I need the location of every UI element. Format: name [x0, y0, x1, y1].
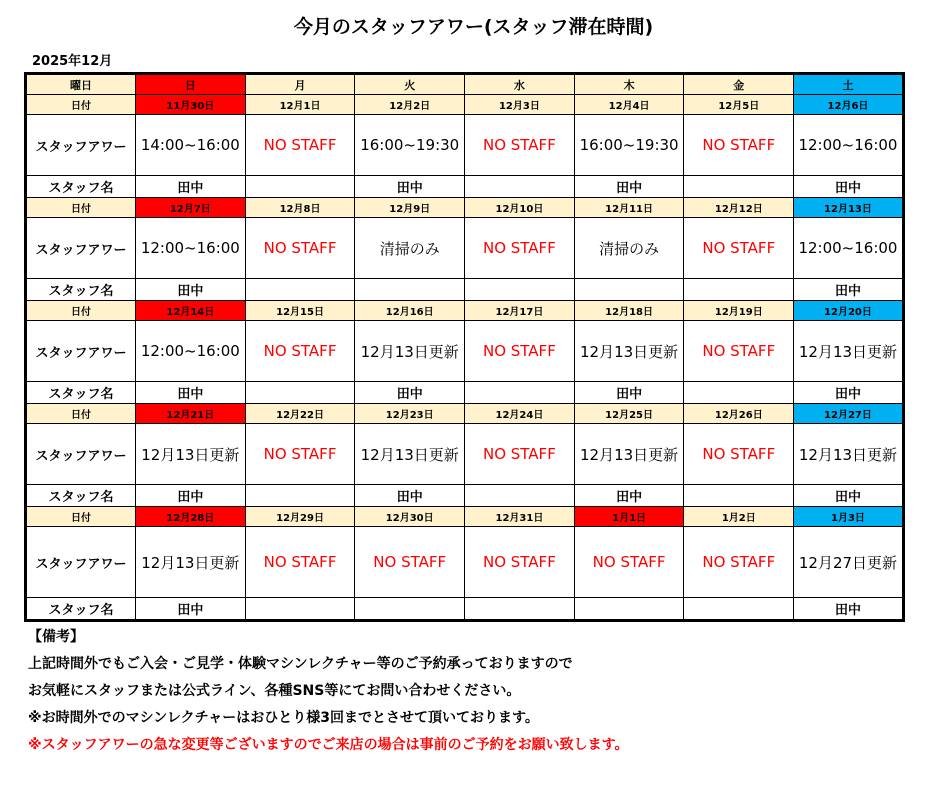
staff-cell-wed: [465, 176, 575, 198]
staff-cell-sat: 田中: [794, 382, 904, 404]
date-cell-sun: 12月14日: [136, 301, 246, 321]
date-cell-sat: 12月13日: [794, 198, 904, 218]
date-cell-wed: 12月24日: [465, 404, 575, 424]
staff-cell-thu: [574, 598, 684, 621]
hours-row-label: スタッフアワー: [26, 218, 136, 279]
date-row-label: 日付: [26, 507, 136, 527]
notes-line-1: 上記時間外でもご入会・ご見学・体験マシンレクチャー等のご予約承っておりますので: [28, 656, 573, 672]
staff-row: [26, 382, 904, 404]
weekday-header-row: [26, 74, 904, 95]
hours-cell-sat: 12:00~16:00: [794, 115, 904, 176]
date-cell-fri: 12月19日: [684, 301, 794, 321]
hours-cell-thu: 12月13日更新: [574, 424, 684, 485]
weekday-sun: 日: [136, 74, 246, 95]
hours-cell-wed: NO STAFF: [465, 424, 575, 485]
hours-cell-sun: 12月13日更新: [136, 424, 246, 485]
staff-hours-table: [24, 72, 905, 622]
hours-cell-tue: 12月13日更新: [355, 321, 465, 382]
hours-cell-fri: NO STAFF: [684, 424, 794, 485]
staff-cell-sun: 田中: [136, 382, 246, 404]
staff-cell-sun: 田中: [136, 279, 246, 301]
date-cell-tue: 12月16日: [355, 301, 465, 321]
date-row-label: 日付: [26, 95, 136, 115]
staff-cell-wed: [465, 485, 575, 507]
hours-cell-wed: NO STAFF: [465, 218, 575, 279]
staff-cell-wed: [465, 598, 575, 621]
hours-row: [26, 115, 904, 176]
staff-cell-fri: [684, 382, 794, 404]
hours-row: [26, 424, 904, 485]
date-cell-mon: 12月1日: [245, 95, 355, 115]
date-cell-mon: 12月8日: [245, 198, 355, 218]
date-cell-sun: 12月7日: [136, 198, 246, 218]
date-cell-fri: 1月2日: [684, 507, 794, 527]
date-row-label: 日付: [26, 198, 136, 218]
notes-section: [28, 624, 629, 759]
hours-cell-mon: NO STAFF: [245, 218, 355, 279]
staff-cell-tue: [355, 598, 465, 621]
date-cell-thu: 1月1日: [574, 507, 684, 527]
date-cell-thu: 12月11日: [574, 198, 684, 218]
staff-row-label: スタッフ名: [26, 279, 136, 301]
date-cell-tue: 12月2日: [355, 95, 465, 115]
hours-cell-sat: 12月13日更新: [794, 424, 904, 485]
page-title: 今月のスタッフアワー(スタッフ滞在時間): [293, 16, 654, 38]
date-row-label: 日付: [26, 404, 136, 424]
hours-row: [26, 218, 904, 279]
notes-warning: ※スタッフアワーの急な変更等ございますのでご来店の場合は事前のご予約をお願い致します。: [28, 737, 629, 753]
hours-cell-sat: 12月13日更新: [794, 321, 904, 382]
hours-row-label: スタッフアワー: [26, 115, 136, 176]
date-cell-sat: 12月6日: [794, 95, 904, 115]
date-cell-mon: 12月15日: [245, 301, 355, 321]
date-cell-sun: 11月30日: [136, 95, 246, 115]
notes-heading: 【備考】: [28, 629, 84, 645]
weekday-header-label: 曜日: [26, 74, 136, 95]
date-cell-thu: 12月4日: [574, 95, 684, 115]
hours-cell-thu: 清掃のみ: [574, 218, 684, 279]
staff-row: [26, 598, 904, 621]
date-cell-sun: 12月21日: [136, 404, 246, 424]
date-cell-wed: 12月10日: [465, 198, 575, 218]
staff-cell-sat: 田中: [794, 176, 904, 198]
staff-cell-thu: [574, 279, 684, 301]
hours-row: [26, 527, 904, 598]
staff-row-label: スタッフ名: [26, 485, 136, 507]
hours-row-label: スタッフアワー: [26, 321, 136, 382]
hours-cell-sun: 12月13日更新: [136, 527, 246, 598]
staff-cell-fri: [684, 598, 794, 621]
weekday-fri: 金: [684, 74, 794, 95]
date-cell-sat: 12月27日: [794, 404, 904, 424]
date-row: [26, 301, 904, 321]
staff-cell-tue: [355, 279, 465, 301]
date-cell-wed: 12月31日: [465, 507, 575, 527]
date-row-label: 日付: [26, 301, 136, 321]
hours-cell-tue: 16:00~19:30: [355, 115, 465, 176]
month-label: 2025年12月: [32, 54, 113, 69]
hours-cell-sun: 12:00~16:00: [136, 218, 246, 279]
notes-line-3: ※お時間外でのマシンレクチャーはおひとり様3回までとさせて頂いております。: [28, 710, 539, 726]
staff-cell-tue: 田中: [355, 176, 465, 198]
date-cell-mon: 12月22日: [245, 404, 355, 424]
staff-cell-sun: 田中: [136, 176, 246, 198]
staff-cell-thu: 田中: [574, 485, 684, 507]
date-cell-thu: 12月18日: [574, 301, 684, 321]
date-row: [26, 95, 904, 115]
date-cell-tue: 12月23日: [355, 404, 465, 424]
date-row: [26, 198, 904, 218]
hours-cell-sat: 12月27日更新: [794, 527, 904, 598]
hours-cell-thu: 16:00~19:30: [574, 115, 684, 176]
staff-cell-tue: 田中: [355, 382, 465, 404]
hours-cell-tue: NO STAFF: [355, 527, 465, 598]
hours-cell-mon: NO STAFF: [245, 115, 355, 176]
hours-cell-tue: 清掃のみ: [355, 218, 465, 279]
hours-cell-wed: NO STAFF: [465, 321, 575, 382]
staff-cell-mon: [245, 485, 355, 507]
staff-cell-sun: 田中: [136, 485, 246, 507]
staff-cell-sun: 田中: [136, 598, 246, 621]
staff-cell-sat: 田中: [794, 279, 904, 301]
date-cell-fri: 12月5日: [684, 95, 794, 115]
notes-line-2: お気軽にスタッフまたは公式ライン、各種SNS等にてお問い合わせください。: [28, 683, 521, 699]
staff-row: [26, 176, 904, 198]
staff-cell-fri: [684, 485, 794, 507]
hours-cell-thu: NO STAFF: [574, 527, 684, 598]
date-cell-wed: 12月3日: [465, 95, 575, 115]
staff-row-label: スタッフ名: [26, 382, 136, 404]
date-row: [26, 404, 904, 424]
staff-row-label: スタッフ名: [26, 176, 136, 198]
hours-cell-fri: NO STAFF: [684, 527, 794, 598]
date-cell-sat: 1月3日: [794, 507, 904, 527]
weekday-thu: 木: [574, 74, 684, 95]
date-cell-wed: 12月17日: [465, 301, 575, 321]
date-cell-sat: 12月20日: [794, 301, 904, 321]
weekday-mon: 月: [245, 74, 355, 95]
date-cell-sun: 12月28日: [136, 507, 246, 527]
weekday-tue: 火: [355, 74, 465, 95]
staff-cell-fri: [684, 176, 794, 198]
hours-cell-wed: NO STAFF: [465, 527, 575, 598]
hours-row-label: スタッフアワー: [26, 527, 136, 598]
staff-cell-mon: [245, 382, 355, 404]
staff-cell-mon: [245, 598, 355, 621]
staff-cell-thu: 田中: [574, 382, 684, 404]
hours-cell-fri: NO STAFF: [684, 115, 794, 176]
date-cell-tue: 12月9日: [355, 198, 465, 218]
hours-cell-wed: NO STAFF: [465, 115, 575, 176]
staff-cell-wed: [465, 382, 575, 404]
hours-row: [26, 321, 904, 382]
weekday-wed: 水: [465, 74, 575, 95]
staff-cell-mon: [245, 279, 355, 301]
hours-cell-sun: 12:00~16:00: [136, 321, 246, 382]
hours-cell-mon: NO STAFF: [245, 424, 355, 485]
staff-cell-mon: [245, 176, 355, 198]
hours-cell-sun: 14:00~16:00: [136, 115, 246, 176]
staff-cell-tue: 田中: [355, 485, 465, 507]
hours-cell-fri: NO STAFF: [684, 321, 794, 382]
hours-cell-tue: 12月13日更新: [355, 424, 465, 485]
hours-row-label: スタッフアワー: [26, 424, 136, 485]
hours-cell-mon: NO STAFF: [245, 321, 355, 382]
date-cell-fri: 12月12日: [684, 198, 794, 218]
hours-cell-fri: NO STAFF: [684, 218, 794, 279]
date-cell-mon: 12月29日: [245, 507, 355, 527]
date-cell-fri: 12月26日: [684, 404, 794, 424]
staff-cell-fri: [684, 279, 794, 301]
staff-cell-wed: [465, 279, 575, 301]
date-row: [26, 507, 904, 527]
weekday-sat: 土: [794, 74, 904, 95]
date-cell-thu: 12月25日: [574, 404, 684, 424]
staff-cell-sat: 田中: [794, 598, 904, 621]
staff-cell-thu: 田中: [574, 176, 684, 198]
date-cell-tue: 12月30日: [355, 507, 465, 527]
staff-cell-sat: 田中: [794, 485, 904, 507]
staff-row: [26, 279, 904, 301]
staff-row: [26, 485, 904, 507]
hours-cell-thu: 12月13日更新: [574, 321, 684, 382]
hours-cell-sat: 12:00~16:00: [794, 218, 904, 279]
hours-cell-mon: NO STAFF: [245, 527, 355, 598]
staff-row-label: スタッフ名: [26, 598, 136, 621]
